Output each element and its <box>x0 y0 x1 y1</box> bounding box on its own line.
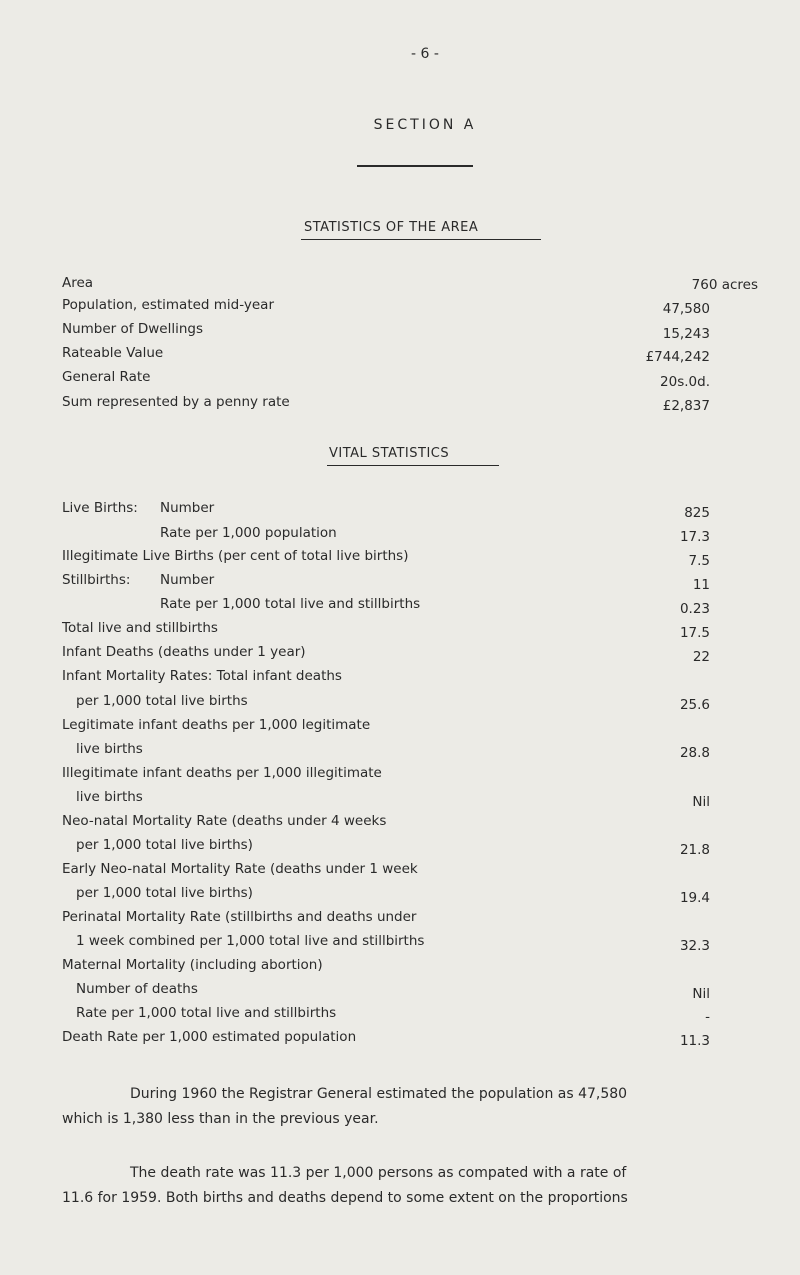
section-title: SECTION A <box>373 117 477 133</box>
paragraph-line: During 1960 the Registrar General estimated the population as 47,580 <box>130 1086 628 1102</box>
vital-row-sublabel: Rate per 1,000 total live and stillbirths <box>160 596 421 612</box>
vital-row-label: Infant Deaths (deaths under 1 year) <box>62 644 306 660</box>
vital-row-label: Illegitimate infant deaths per 1,000 illegitimate <box>62 765 382 781</box>
vital-row-value: Nil <box>692 794 710 810</box>
vital-row-label: live births <box>76 789 143 805</box>
vital-row-label: Maternal Mortality (including abortion) <box>62 957 323 973</box>
vital-row-value: 7.5 <box>688 553 710 569</box>
vital-row-label: Neo-natal Mortality Rate (deaths under 4 weeks <box>62 813 387 829</box>
vital-row-label: Legitimate infant deaths per 1,000 legitimate <box>62 717 371 733</box>
area-row-label: Population, estimated mid-year <box>62 297 274 313</box>
area-row-value: 47,580 <box>662 301 710 317</box>
vital-row-sublabel: Rate per 1,000 population <box>160 525 337 541</box>
vital-row-label: Rate per 1,000 total live and stillbirths <box>76 1005 337 1021</box>
page-number: - 6 - <box>411 46 439 62</box>
area-row-label: General Rate <box>62 369 151 385</box>
vital-row-label: per 1,000 total live births) <box>76 837 253 853</box>
vital-row-label: Infant Mortality Rates: Total infant deaths <box>62 668 342 684</box>
vital-row-label: 1 week combined per 1,000 total live and stillbirths <box>76 933 425 949</box>
area-row-value: 760 acres <box>691 277 758 293</box>
area-row-value: £2,837 <box>662 398 710 414</box>
vital-row-value: 0.23 <box>679 601 710 617</box>
vital-row-label: per 1,000 total live births <box>76 693 248 709</box>
paragraph-line: The death rate was 11.3 per 1,000 persons as compated with a rate of <box>130 1165 627 1181</box>
vital-row-value: 21.8 <box>679 842 710 858</box>
area-heading-underline <box>301 239 541 240</box>
vital-heading-underline <box>327 465 499 466</box>
vital-row-label: Illegitimate Live Births (per cent of total live births) <box>62 548 409 564</box>
vital-row-label: Live Births: <box>62 500 138 516</box>
area-row-value: £744,242 <box>645 349 710 365</box>
paragraph-line: which is 1,380 less than in the previous year. <box>62 1111 379 1127</box>
area-row-label: Rateable Value <box>62 345 164 361</box>
area-row-label: Area <box>62 275 94 291</box>
area-row-value: 15,243 <box>662 326 710 342</box>
vital-row-value: Nil <box>692 986 710 1002</box>
vital-row-value: 25.6 <box>679 697 710 713</box>
vital-row-sublabel: Number <box>160 572 215 588</box>
vital-row-sublabel: Number <box>160 500 215 516</box>
vital-row-label: live births <box>76 741 143 757</box>
vital-row-label: Number of deaths <box>76 981 198 997</box>
area-heading: STATISTICS OF THE AREA <box>304 220 479 235</box>
vital-row-value: 28.8 <box>679 745 710 761</box>
vital-row-label: Death Rate per 1,000 estimated population <box>62 1029 357 1045</box>
vital-row-label: Early Neo-natal Mortality Rate (deaths under 1 week <box>62 861 418 877</box>
vital-row-label: Perinatal Mortality Rate (stillbirths and deaths under <box>62 909 417 925</box>
paragraph-line: 11.6 for 1959. Both births and deaths depend to some extent on the proportions <box>62 1190 628 1206</box>
vital-row-value: 825 <box>684 505 710 521</box>
vital-row-value: 22 <box>692 649 710 665</box>
vital-row-label: Total live and stillbirths <box>62 620 218 636</box>
vital-row-value: 32.3 <box>679 938 710 954</box>
vital-row-value: 11.3 <box>679 1033 710 1049</box>
vital-row-label: per 1,000 total live births) <box>76 885 253 901</box>
vital-row-value: 19.4 <box>679 890 710 906</box>
vital-row-value: 17.5 <box>679 625 710 641</box>
vital-row-label: Stillbirths: <box>62 572 131 588</box>
area-row-label: Sum represented by a penny rate <box>62 394 290 410</box>
section-divider <box>357 165 473 167</box>
vital-row-value: 11 <box>692 577 710 593</box>
vital-heading: VITAL STATISTICS <box>329 446 450 461</box>
vital-row-value: - <box>705 1009 710 1025</box>
vital-row-value: 17.3 <box>679 529 710 545</box>
area-row-value: 20s.0d. <box>660 374 710 390</box>
area-row-label: Number of Dwellings <box>62 321 203 337</box>
